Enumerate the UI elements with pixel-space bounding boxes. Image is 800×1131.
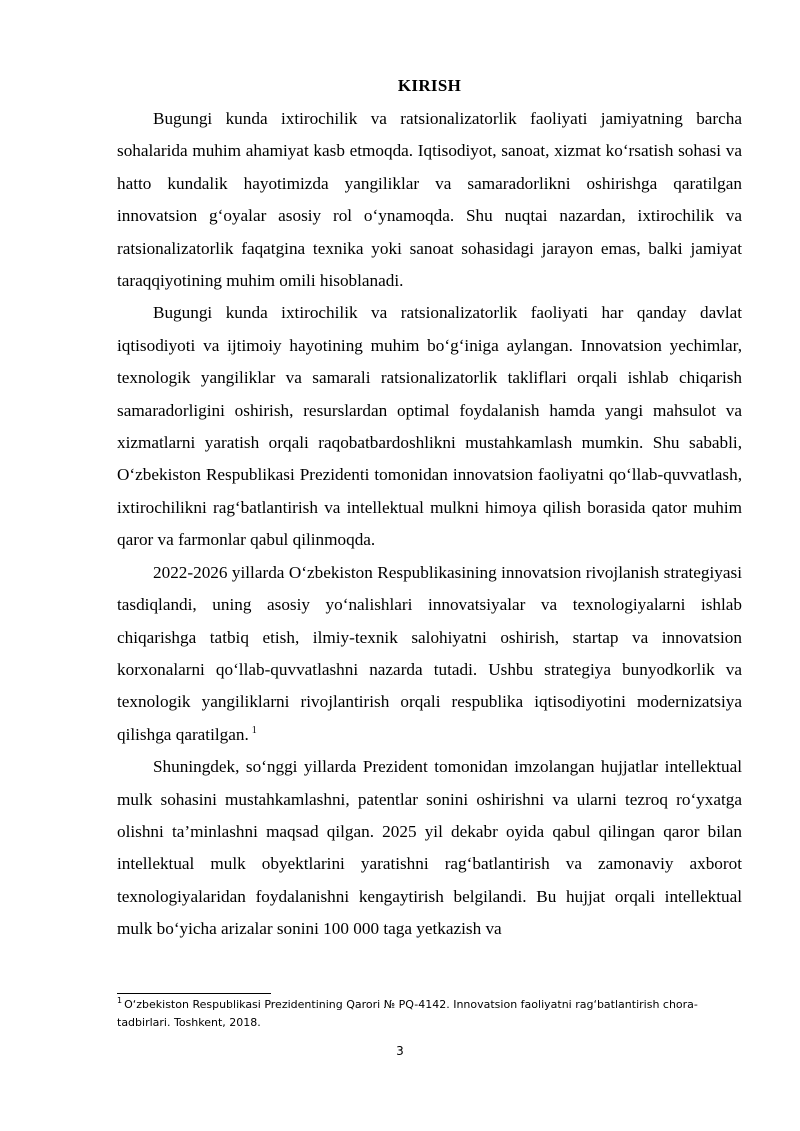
paragraph-3 bbox=[117, 557, 742, 751]
footnote-text: O‘zbekiston Respublikasi Prezidentining Qarori № PQ-4142. Innovatsion faoliyatni rag‘batlantirish chora-tadbirlari. Toshkent, 2018. bbox=[117, 998, 698, 1029]
body-text bbox=[117, 103, 742, 946]
paragraph-3-text: 2022-2026 yillarda O‘zbekiston Respublikasining innovatsion rivojlanish strategiyasi tasdiqlandi, uning asosiy yo‘nalishlari innovatsiyalar va texnologiyalarni ishlab chiqarishga tatbiq etish, ilmiy-texnik salohiyatni oshirish, startap va innovatsion korxonalarni qo‘llab-quvvatlashni nazarda tutadi. Ushbu strategiya bunyodkorlik va texnologik yangiliklarni rivojlantirish orqali respublika iqtisodiyotini modernizatsiya qilishga qaratilgan. bbox=[117, 562, 742, 744]
paragraph-4: Shuningdek, so‘nggi yillarda Prezident tomonidan imzolangan hujjatlar intellektual mulk sohasini mustahkamlashni, patentlar sonini oshirishni va ularni tezroq ro‘yxatga olishni ta’minlashni maqsad qilgan. 2025 yil dekabr oyida qabul qilingan qaror bilan intellektual mulk obyektlarini yaratishni rag‘batlantirish va zamonaviy axborot texnologiyalaridan foydalanishni kengaytirish belgilandi. Bu hujjat orqali intellektual mulk bo‘yicha arizalar sonini 100 000 taga yetkazish va bbox=[117, 757, 742, 939]
paragraph-1: Bugungi kunda ixtirochilik va ratsionalizatorlik faoliyati jamiyatning barcha sohalarida muhim ahamiyat kasb etmoqda. Iqtisodiyot, sanoat, xizmat ko‘rsatish sohasi va hatto kundalik hayotimizda yangiliklar va samaradorlikni oshirishga qaratilgan innovatsion g‘oyalar asosiy rol o‘ynamoqda. Shu nuqtai nazardan, ixtirochilik va ratsionalizatorlik faqatgina texnika yoki sanoat sohasidagi jarayon emas, balki jamiyat taraqqiyotining muhim omili hisoblanadi. bbox=[117, 109, 742, 291]
page-number: 3 bbox=[396, 1044, 404, 1058]
footnote bbox=[117, 996, 742, 1032]
paragraph-2: Bugungi kunda ixtirochilik va ratsionalizatorlik faoliyati har qanday davlat iqtisodiyoti va ijtimoiy hayotining muhim bo‘g‘iniga aylangan. Innovatsion yechimlar, texnologik yangiliklar va samarali ratsionalizatorlik takliflari orqali ishlab chiqarish samaradorligini oshirish, resurslardan optimal foydalanish hamda yangi mahsulot va xizmatlarni yaratish orqali raqobatbardoshlikni mustahkamlash mumkin. Shu sababli, O‘zbekiston Respublikasi Prezidenti tomonidan innovatsion faoliyatni qo‘llab-quvvatlash, ixtirochilikni rag‘batlantirish va intellektual mulkni himoya qilish borasida qator muhim qaror va farmonlar qabul qilinmoqda. bbox=[117, 303, 742, 550]
footnote-marker: 1 bbox=[117, 996, 123, 1006]
footnote-separator bbox=[117, 993, 271, 994]
section-title: KIRISH bbox=[397, 76, 462, 95]
footnote-reference[interactable]: 1 bbox=[251, 724, 257, 736]
